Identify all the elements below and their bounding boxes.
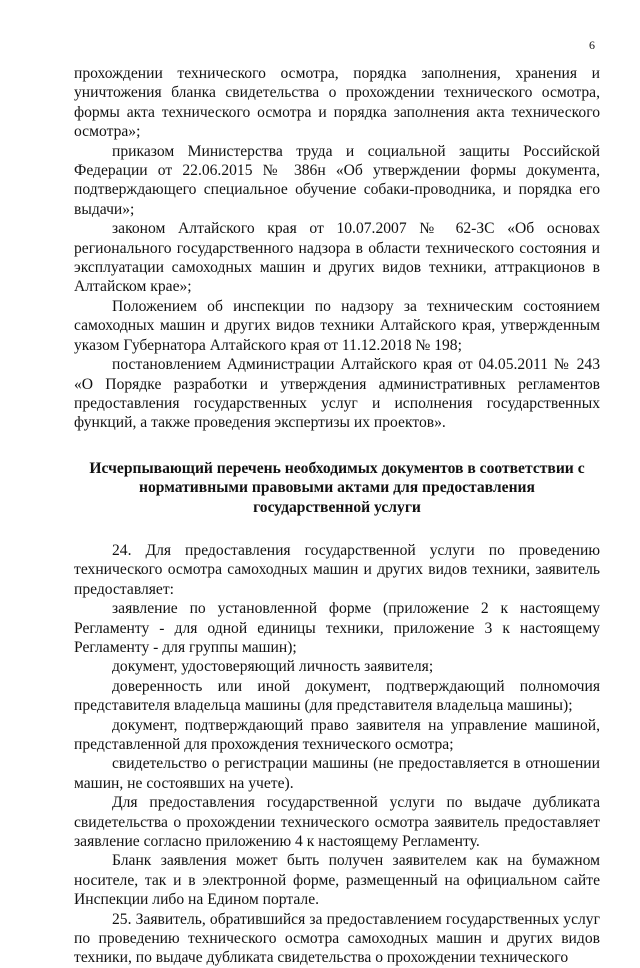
list-item-driving-right: документ, подтверждающий право заявителя на управление машиной, представленной для прохождения технического осмотра;	[74, 716, 600, 753]
list-item-application: заявление по установленной форме (приложение 2 к настоящему Регламенту - для одной единицы техники, приложение 3 к настоящему Регламенту - для группы машин);	[74, 600, 600, 656]
intro-paragraph-2: приказом Министерства труда и социальной защиты Российской Федерации от 22.06.2015 № 386н «Об утверждении формы документа, подтверждающего специальное обучение собаки-проводника, и порядка его выдачи»;	[74, 142, 600, 218]
form-paragraph: Бланк заявления может быть получен заявителем как на бумажном носителе, так и в электронной форме, размещенный на официальном сайте Инспекции либо на Едином портале.	[74, 852, 600, 909]
list-item-power-of-attorney: доверенность или иной документ, подтверждающий полномочия представителя владельца машины (для представителя владельца машины);	[74, 677, 600, 715]
section-heading-line-1: Исчерпывающий перечень необходимых документов в соответствии с	[89, 459, 585, 477]
intro-paragraph-1: прохождении технического осмотра, порядка заполнения, хранения и уничтожения бланка свидетельства о прохождении технического осмотра, формы акта технического осмотра и порядка заполнения акта технического осмотра»;	[74, 65, 600, 141]
paragraph-25: 25. Заявитель, обратившийся за предоставлением государственных услуг по проведению технического осмотра самоходных машин и других видов техники, по выдаче дубликата свидетельства о прохождении технического	[74, 910, 600, 967]
list-item-registration-certificate: свидетельство о регистрации машины (не предоставляется в отношении машин, не состоявших на учете).	[74, 755, 600, 792]
paragraph-24: 24. Для предоставления государственной услуги по проведению технического осмотра самоходных машин и других видов техники, заявитель предоставляет:	[74, 541, 600, 598]
document-body	[74, 64, 600, 968]
section-heading	[74, 459, 600, 517]
intro-paragraph-4: Положением об инспекции по надзору за техническим состоянием самоходных машин и других видов техники Алтайского края, утвержденным указом Губернатора Алтайского края от 11.12.2018 № 198;	[74, 297, 600, 354]
section-heading-line-2: нормативными правовыми актами для предоставления	[139, 479, 535, 497]
section-heading-line-3: государственной услуги	[253, 498, 421, 516]
page-number: 6	[589, 38, 595, 52]
intro-paragraph-3: законом Алтайского края от 10.07.2007 № 62-ЗС «Об основах регионального государственного надзора в области технического состояния и эксплуатации самоходных машин и других видов техники, аттракционов в Алтайском крае»;	[74, 220, 600, 296]
intro-paragraph-5: постановлением Администрации Алтайского края от 04.05.2011 № 243 «О Порядке разработки и утверждения административных регламентов предоставления государственных услуг и исполнения государственных функций, а также проведения экспертизы их проектов».	[74, 356, 600, 432]
list-item-identity-document: документ, удостоверяющий личность заявителя;	[112, 658, 434, 676]
duplicate-paragraph: Для предоставления государственной услуги по выдаче дубликата свидетельства о прохождении технического осмотра заявитель предоставляет заявление согласно приложению 4 к настоящему Регламенту.	[74, 794, 600, 851]
